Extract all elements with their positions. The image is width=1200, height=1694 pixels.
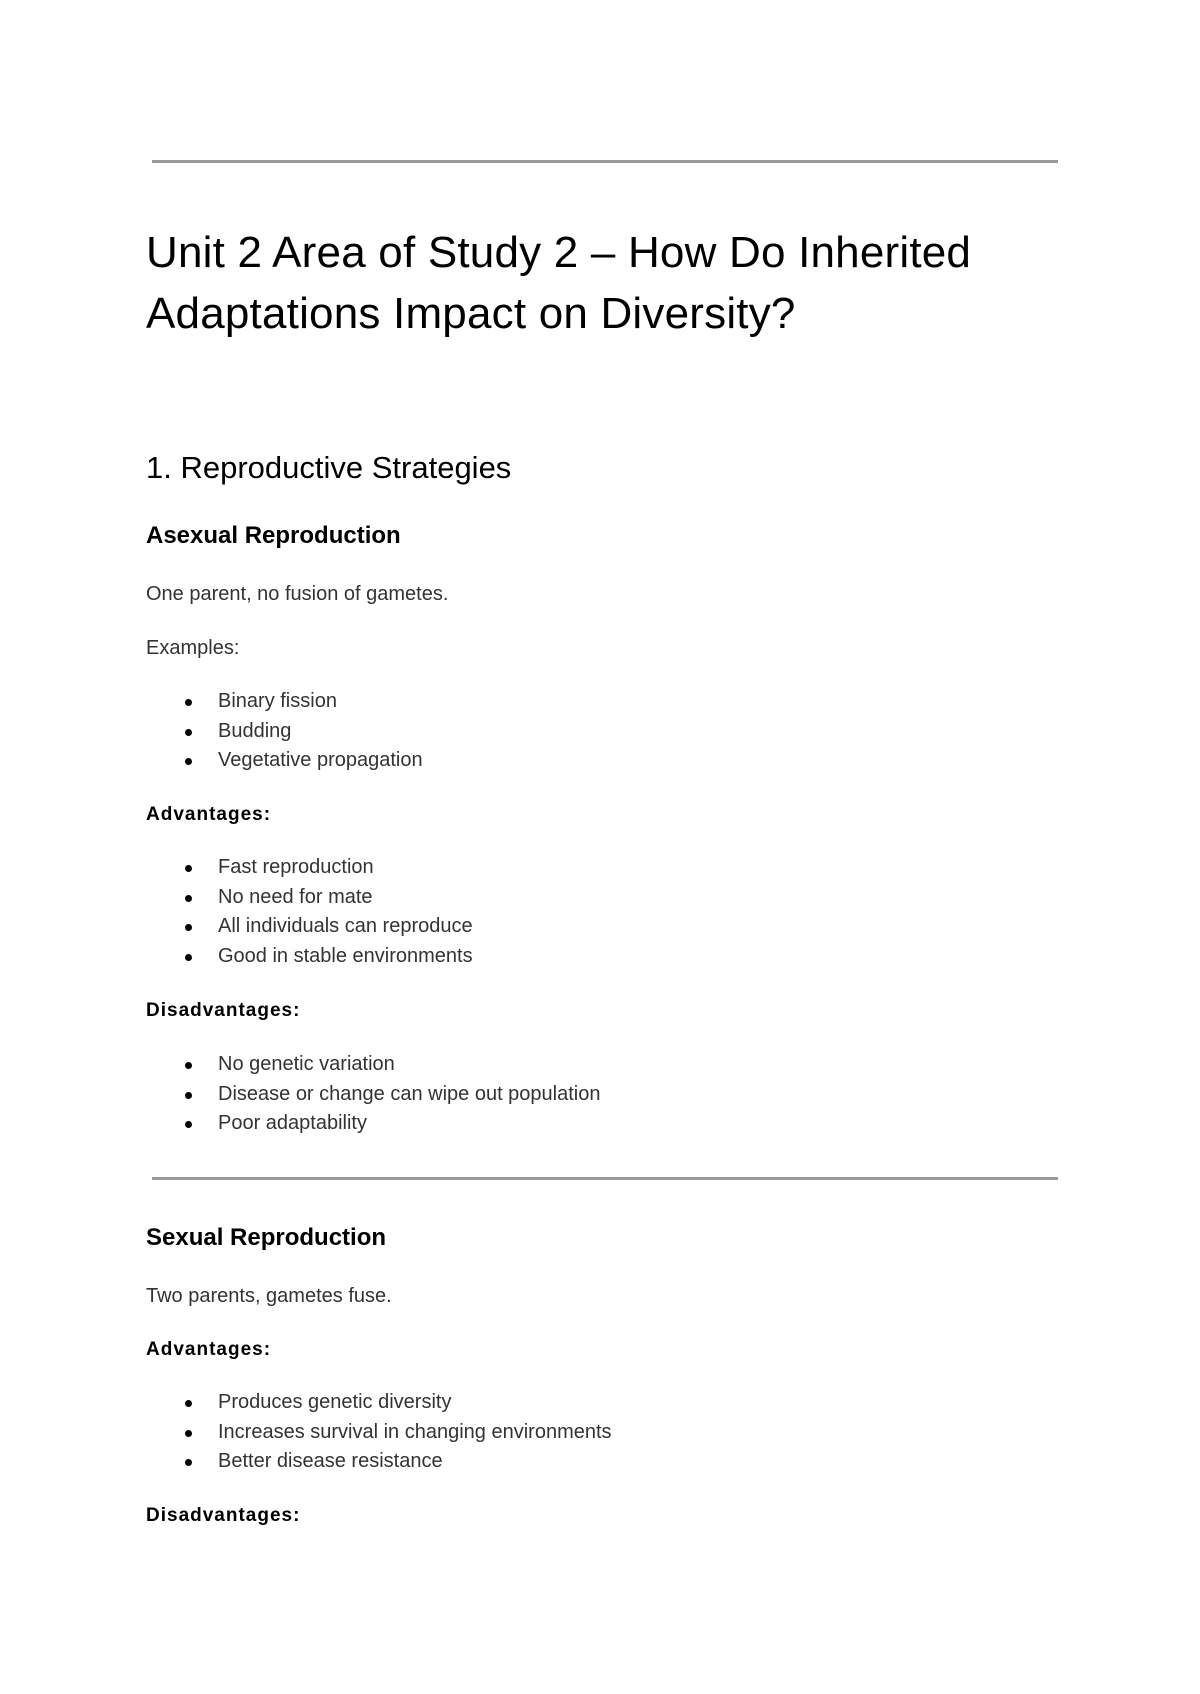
list-item: Budding xyxy=(146,717,423,747)
asexual-advantages-list xyxy=(146,853,473,971)
sexual-disadvantages-label: Disadvantages: xyxy=(146,1505,301,1526)
list-item: Fast reproduction xyxy=(146,853,473,883)
asexual-examples-label: Examples: xyxy=(146,637,240,659)
list-item: Disease or change can wipe out population xyxy=(146,1080,600,1110)
list-item: Produces genetic diversity xyxy=(146,1388,612,1418)
horizontal-rule-middle xyxy=(152,1177,1058,1180)
sexual-reproduction-heading: Sexual Reproduction xyxy=(146,1224,387,1251)
document-title: Unit 2 Area of Study 2 – How Do Inherited Adaptations Impact on Diversity? xyxy=(146,228,972,338)
horizontal-rule-top xyxy=(152,160,1058,163)
sexual-description: Two parents, gametes fuse. xyxy=(146,1285,392,1307)
asexual-advantages-label: Advantages: xyxy=(146,804,272,825)
asexual-reproduction-heading: Asexual Reproduction xyxy=(146,522,401,549)
list-item: Poor adaptability xyxy=(146,1109,600,1139)
list-item: Increases survival in changing environments xyxy=(146,1418,612,1448)
list-item: No genetic variation xyxy=(146,1050,600,1080)
list-item: Binary fission xyxy=(146,687,423,717)
sexual-advantages-label: Advantages: xyxy=(146,1339,272,1360)
list-item: Good in stable environments xyxy=(146,942,473,972)
asexual-examples-list xyxy=(146,687,423,776)
asexual-disadvantages-list xyxy=(146,1050,600,1139)
sexual-advantages-list xyxy=(146,1388,612,1477)
asexual-disadvantages-label: Disadvantages: xyxy=(146,1000,301,1021)
list-item: No need for mate xyxy=(146,883,473,913)
asexual-description: One parent, no fusion of gametes. xyxy=(146,583,449,605)
list-item: All individuals can reproduce xyxy=(146,912,473,942)
list-item: Vegetative propagation xyxy=(146,746,423,776)
section-heading-reproductive-strategies: 1. Reproductive Strategies xyxy=(146,450,512,485)
list-item: Better disease resistance xyxy=(146,1447,612,1477)
